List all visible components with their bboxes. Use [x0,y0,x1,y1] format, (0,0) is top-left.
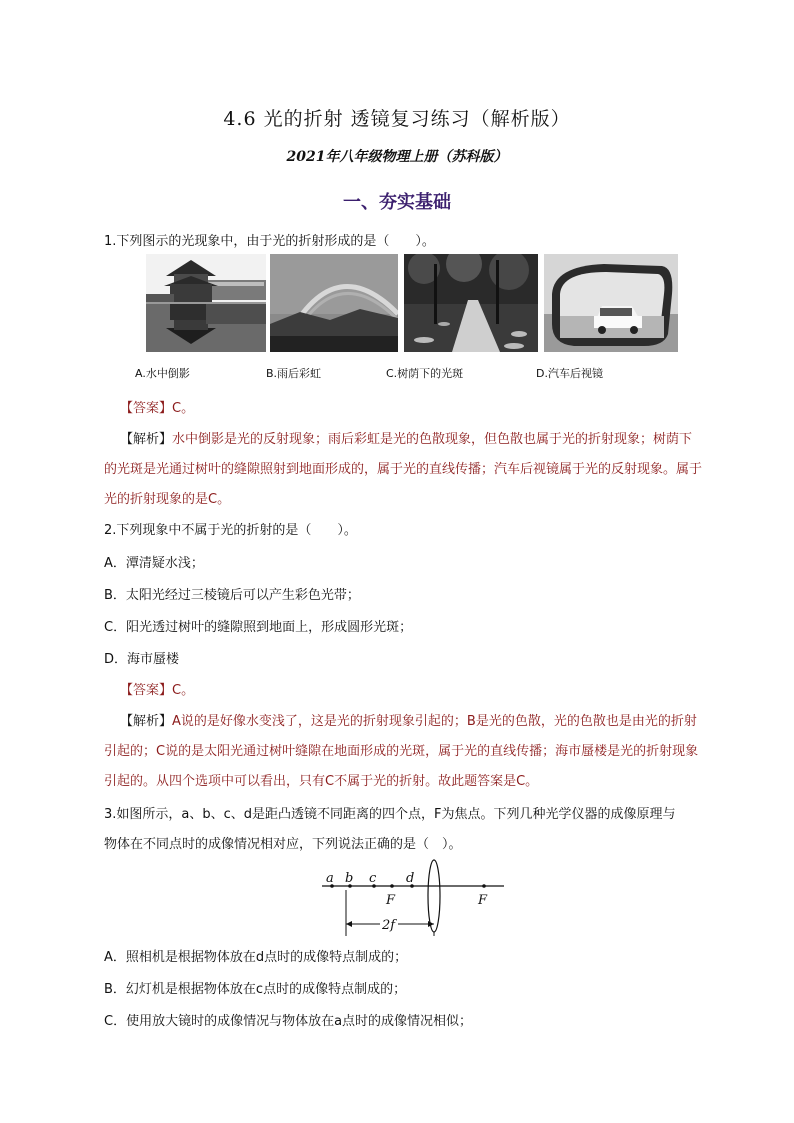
label-focus-right: F [478,893,488,908]
label-point-c: c [369,871,377,886]
section-heading: 一、夯实基础 [343,192,451,213]
photo-water-reflection [146,254,266,352]
label-point-a: a [326,871,334,886]
q3-option-b: B．幻灯机是根据物体放在c点时的成像特点制成的； [104,982,407,997]
q1-analysis-line-3: 光的折射现象的是C。 [104,492,231,507]
label-point-d: d [406,871,415,886]
caption-a: A.水中倒影 [135,367,190,380]
q1-analysis-line-1 [120,428,720,447]
q2-answer [120,679,720,698]
label-two-f: 2f [382,918,396,933]
caption-d: D.汽车后视镜 [536,367,603,380]
q2-stem: 2.下列现象中不属于光的折射的是（ ）。 [104,523,357,538]
q3-stem-line-2: 物体在不同点时的成像情况相对应，下列说法正确的是（ ）。 [104,837,462,852]
photo-rearview-mirror [544,254,678,352]
q1-answer [120,397,720,416]
answer-bracket: 【答案】 [120,683,173,698]
answer-bracket: 【答案】 [120,401,173,416]
analysis-text: A说的是好像水变浅了，这是光的折射现象引起的；B是光的色散，光的色散也是由光的折射 [172,714,697,729]
q1-analysis-line-2: 的光斑是光通过树叶的缝隙照射到地面形成的，属于光的直线传播；汽车后视镜属于光的反射现象。属于 [104,462,703,477]
analysis-bracket: 【解析】 [120,714,173,729]
analysis-text: 水中倒影是光的反射现象；雨后彩虹是光的色散现象，但色散也属于光的折射现象；树荫下 [172,432,693,447]
page-title: 4.6 光的折射 透镜复习练习（解析版） [223,108,571,130]
label-focus-left: F [386,893,396,908]
q1-stem: 1.下列图示的光现象中，由于光的折射形成的是（ ）。 [104,234,435,249]
q3-option-c: C．使用放大镜时的成像情况与物体放在a点时的成像情况相似； [104,1014,473,1029]
q2-option-d: D．海市蜃楼 [104,652,180,667]
label-point-b: b [345,871,354,886]
q2-analysis-line-3: 引起的。从四个选项中可以看出，只有C不属于光的折射。故此题答案是C。 [104,774,539,789]
q3-stem-line-1: 3.如图所示，a、b、c、d是距凸透镜不同距离的四个点，F为焦点。下列几种光学仪器的成像原理与 [104,807,676,822]
q3-option-a: A．照相机是根据物体放在d点时的成像特点制成的； [104,950,408,965]
caption-c: C.树荫下的光斑 [386,367,464,380]
page-subtitle: 2021年八年级物理上册（苏科版） [286,149,508,165]
answer-value: C。 [172,683,195,698]
q2-option-b: B．太阳光经过三棱镜后可以产生彩色光带； [104,588,360,603]
q2-analysis-line-1 [120,710,720,729]
photo-rainbow [270,254,398,352]
q2-option-a: A．潭清疑水浅； [104,556,204,571]
caption-b: B.雨后彩虹 [266,367,322,380]
answer-value: C。 [172,401,195,416]
q2-analysis-line-2: 引起的；C说的是太阳光通过树叶缝隙在地面形成的光斑，属于光的直线传播；海市蜃楼是光的折射现象 [104,744,699,759]
q2-option-c: C．阳光透过树叶的缝隙照到地面上，形成圆形光斑； [104,620,413,635]
analysis-bracket: 【解析】 [120,432,173,447]
photo-tree-shade [404,254,538,352]
convex-lens-diagram [318,858,508,945]
